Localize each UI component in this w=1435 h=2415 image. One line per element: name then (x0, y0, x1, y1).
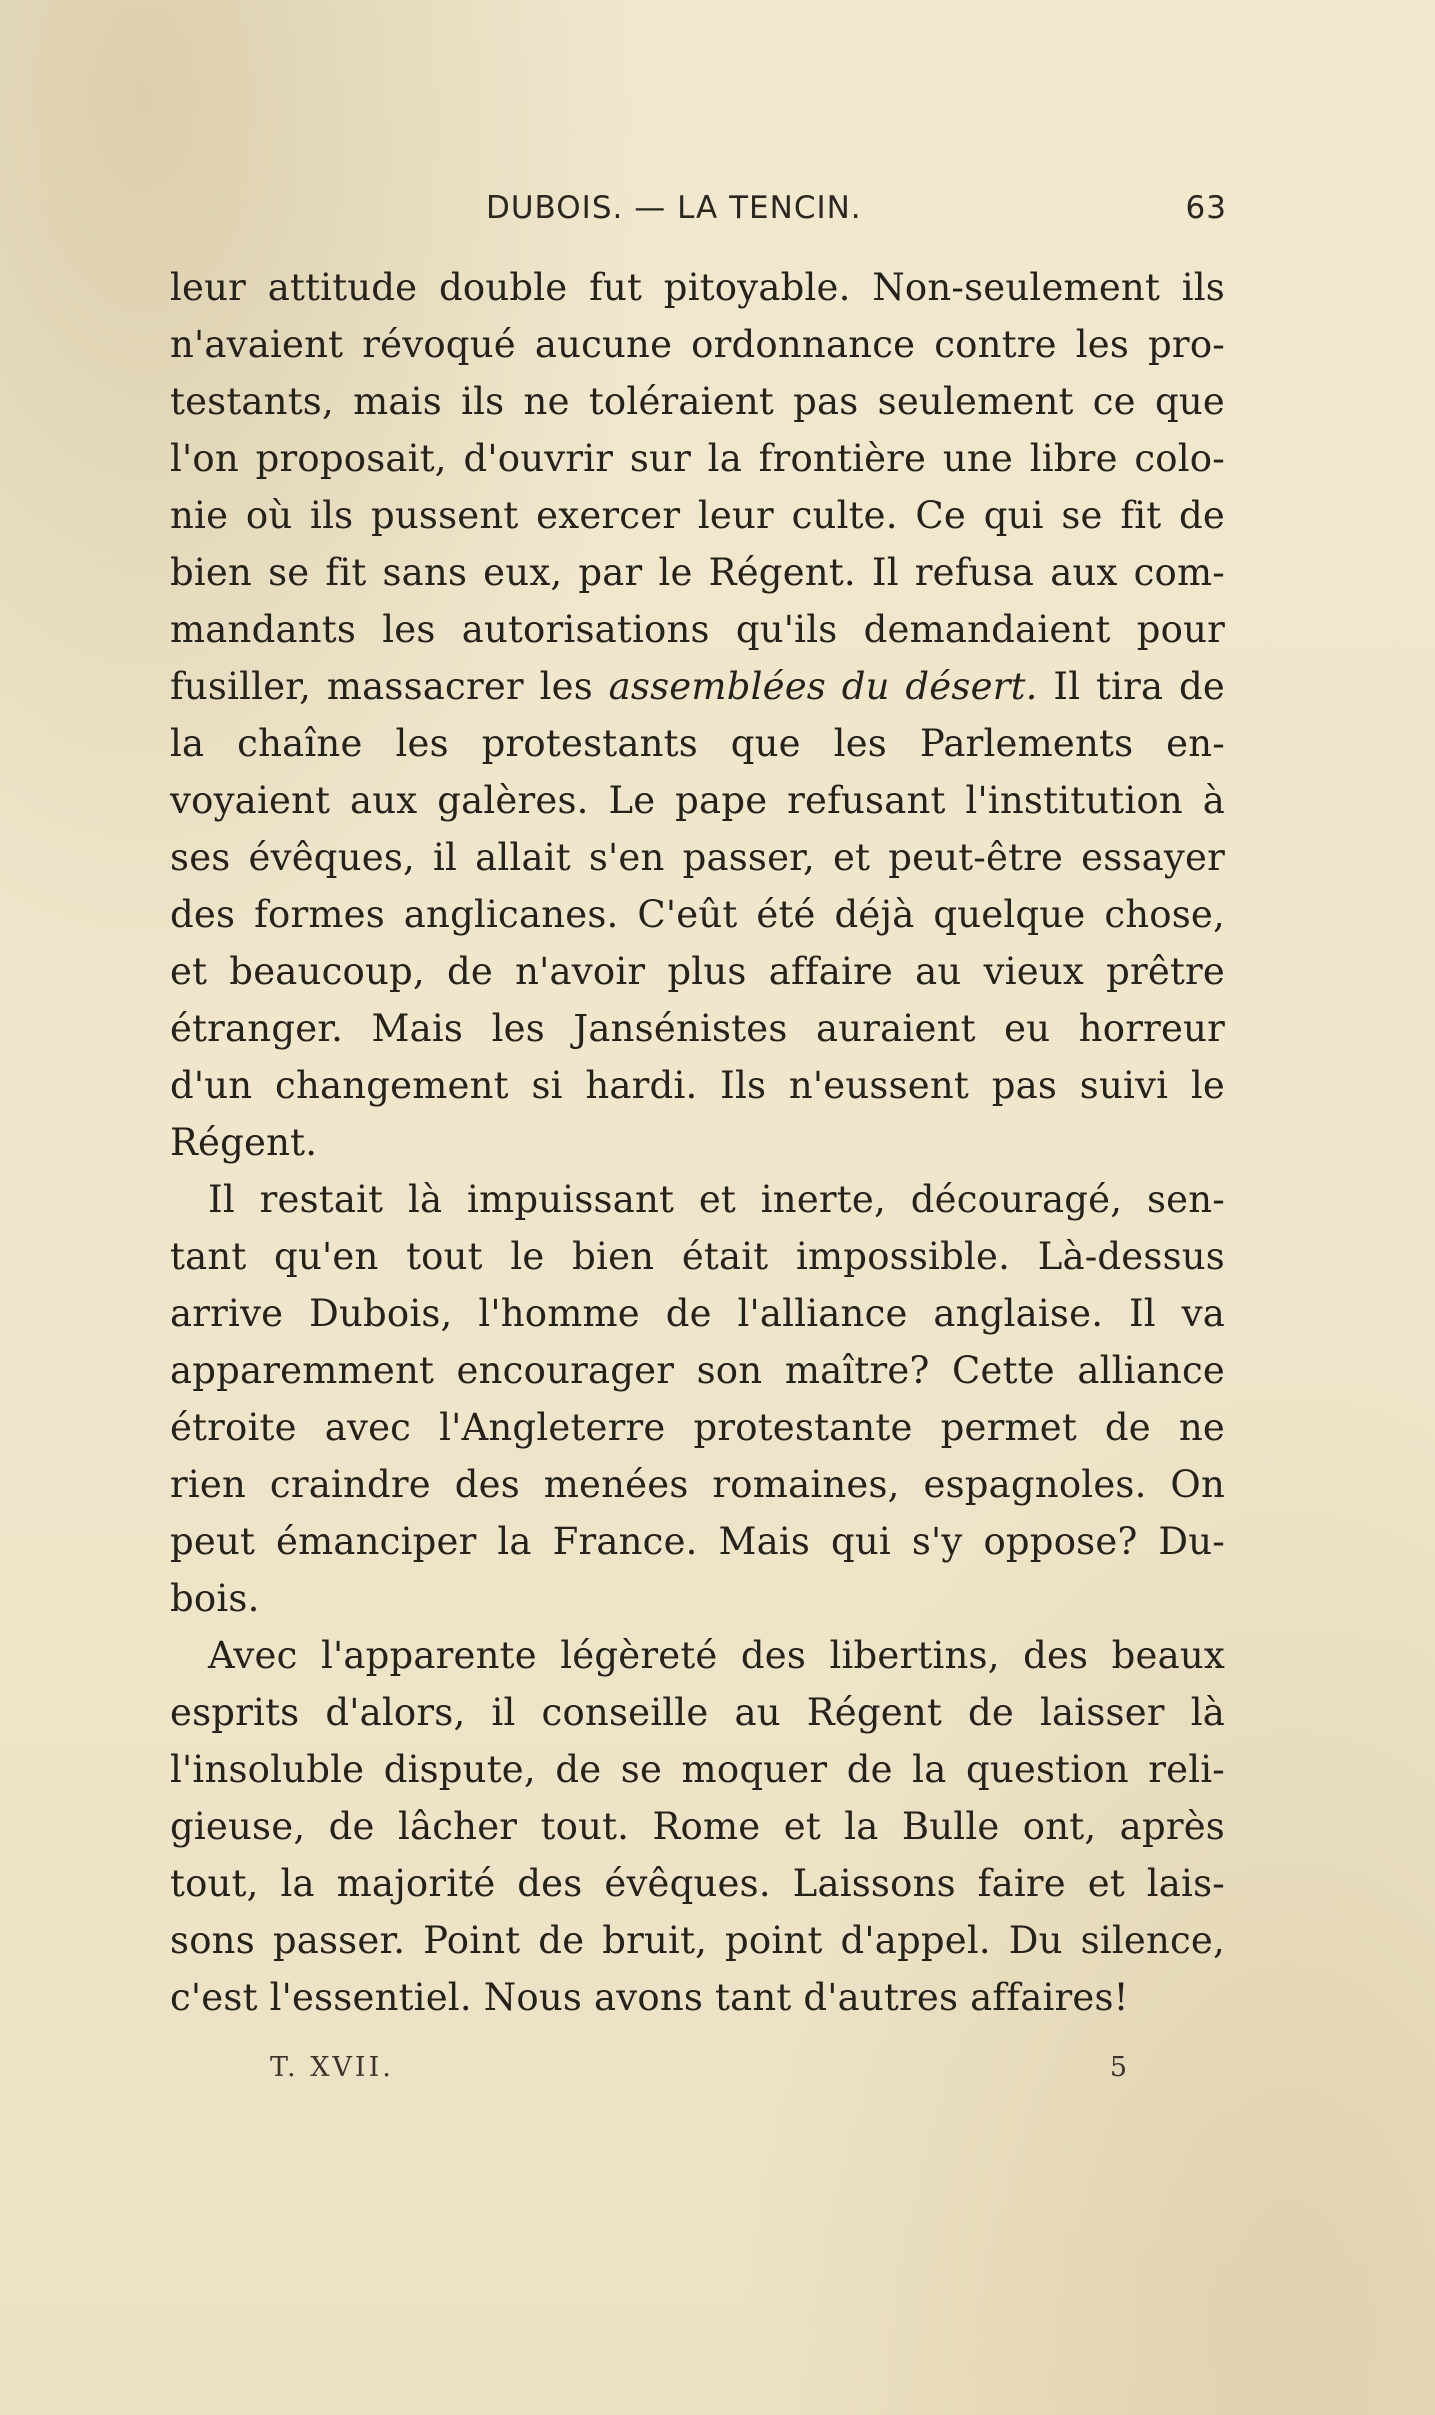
text-line: rien craindre des menées romaines, espagnoles. On (170, 1463, 1225, 1506)
text-line: la chaîne les protestants que les Parlements en- (170, 722, 1225, 765)
text-line: testants, mais ils ne toléraient pas seulement ce que (170, 380, 1225, 423)
signature-number: 5 (1109, 2052, 1130, 2083)
text-line: sons passer. Point de bruit, point d'appel. Du silence, (170, 1919, 1225, 1962)
text-line: bien se fit sans eux, par le Régent. Il refusa aux com- (170, 551, 1225, 594)
text-line: l'on proposait, d'ouvrir sur la frontière une libre colo- (170, 437, 1225, 480)
text-line: nie où ils pussent exercer leur culte. Ce qui se fit de (170, 494, 1225, 537)
paragraph-end-line: bois. (170, 1577, 260, 1620)
text-line: peut émanciper la France. Mais qui s'y oppose? Du- (170, 1520, 1225, 1563)
text-line: l'insoluble dispute, de se moquer de la question reli- (170, 1748, 1225, 1791)
line-suffix: Il tira de (1053, 665, 1225, 708)
text-line: d'un changement si hardi. Ils n'eussent pas suivi le (170, 1064, 1225, 1107)
volume-mark: T. XVII. (270, 2052, 394, 2083)
text-line: étranger. Mais les Jansénistes auraient eu horreur (170, 1007, 1225, 1050)
text-line-with-italic (170, 658, 1225, 716)
text-line: n'avaient révoqué aucune ordonnance contre les pro- (170, 323, 1225, 366)
text-line: apparemment encourager son maître? Cette alliance (170, 1349, 1225, 1392)
paragraph-end-line: Régent. (170, 1121, 318, 1164)
text-line: étroite avec l'Angleterre protestante permet de ne (170, 1406, 1225, 1449)
line-prefix: fusiller, massacrer les (170, 665, 593, 708)
paragraph-start-line: Il restait là impuissant et inerte, découragé, sen- (208, 1178, 1225, 1221)
running-head (170, 178, 1270, 238)
text-line: des formes anglicanes. C'eût été déjà quelque chose, (170, 893, 1225, 936)
paragraph-start-line: Avec l'apparente légèreté des libertins, des beaux (208, 1634, 1225, 1677)
text-line: esprits d'alors, il conseille au Régent de laisser là (170, 1691, 1225, 1734)
text-line: tant qu'en tout le bien était impossible. Là-dessus (170, 1235, 1225, 1278)
text-line: leur attitude double fut pitoyable. Non-seulement ils (170, 266, 1225, 309)
printer-signature (270, 2052, 1130, 2102)
text-line: mandants les autorisations qu'ils demandaient pour (170, 608, 1225, 651)
running-title: DUBOIS. — LA TENCIN. (486, 190, 862, 226)
text-line: c'est l'essentiel. Nous avons tant d'autres affaires! (170, 1976, 1129, 2019)
text-line: arrive Dubois, l'homme de l'alliance anglaise. Il va (170, 1292, 1225, 1335)
italic-phrase: assemblées du désert. (608, 665, 1038, 708)
text-line: tout, la majorité des évêques. Laissons faire et lais- (170, 1862, 1225, 1905)
text-line: voyaient aux galères. Le pape refusant l'institution à (170, 779, 1225, 822)
text-line: gieuse, de lâcher tout. Rome et la Bulle ont, après (170, 1805, 1225, 1848)
text-line: et beaucoup, de n'avoir plus affaire au vieux prêtre (170, 950, 1225, 993)
text-line: ses évêques, il allait s'en passer, et peut-être essayer (170, 836, 1225, 879)
page-number: 63 (1185, 190, 1227, 226)
